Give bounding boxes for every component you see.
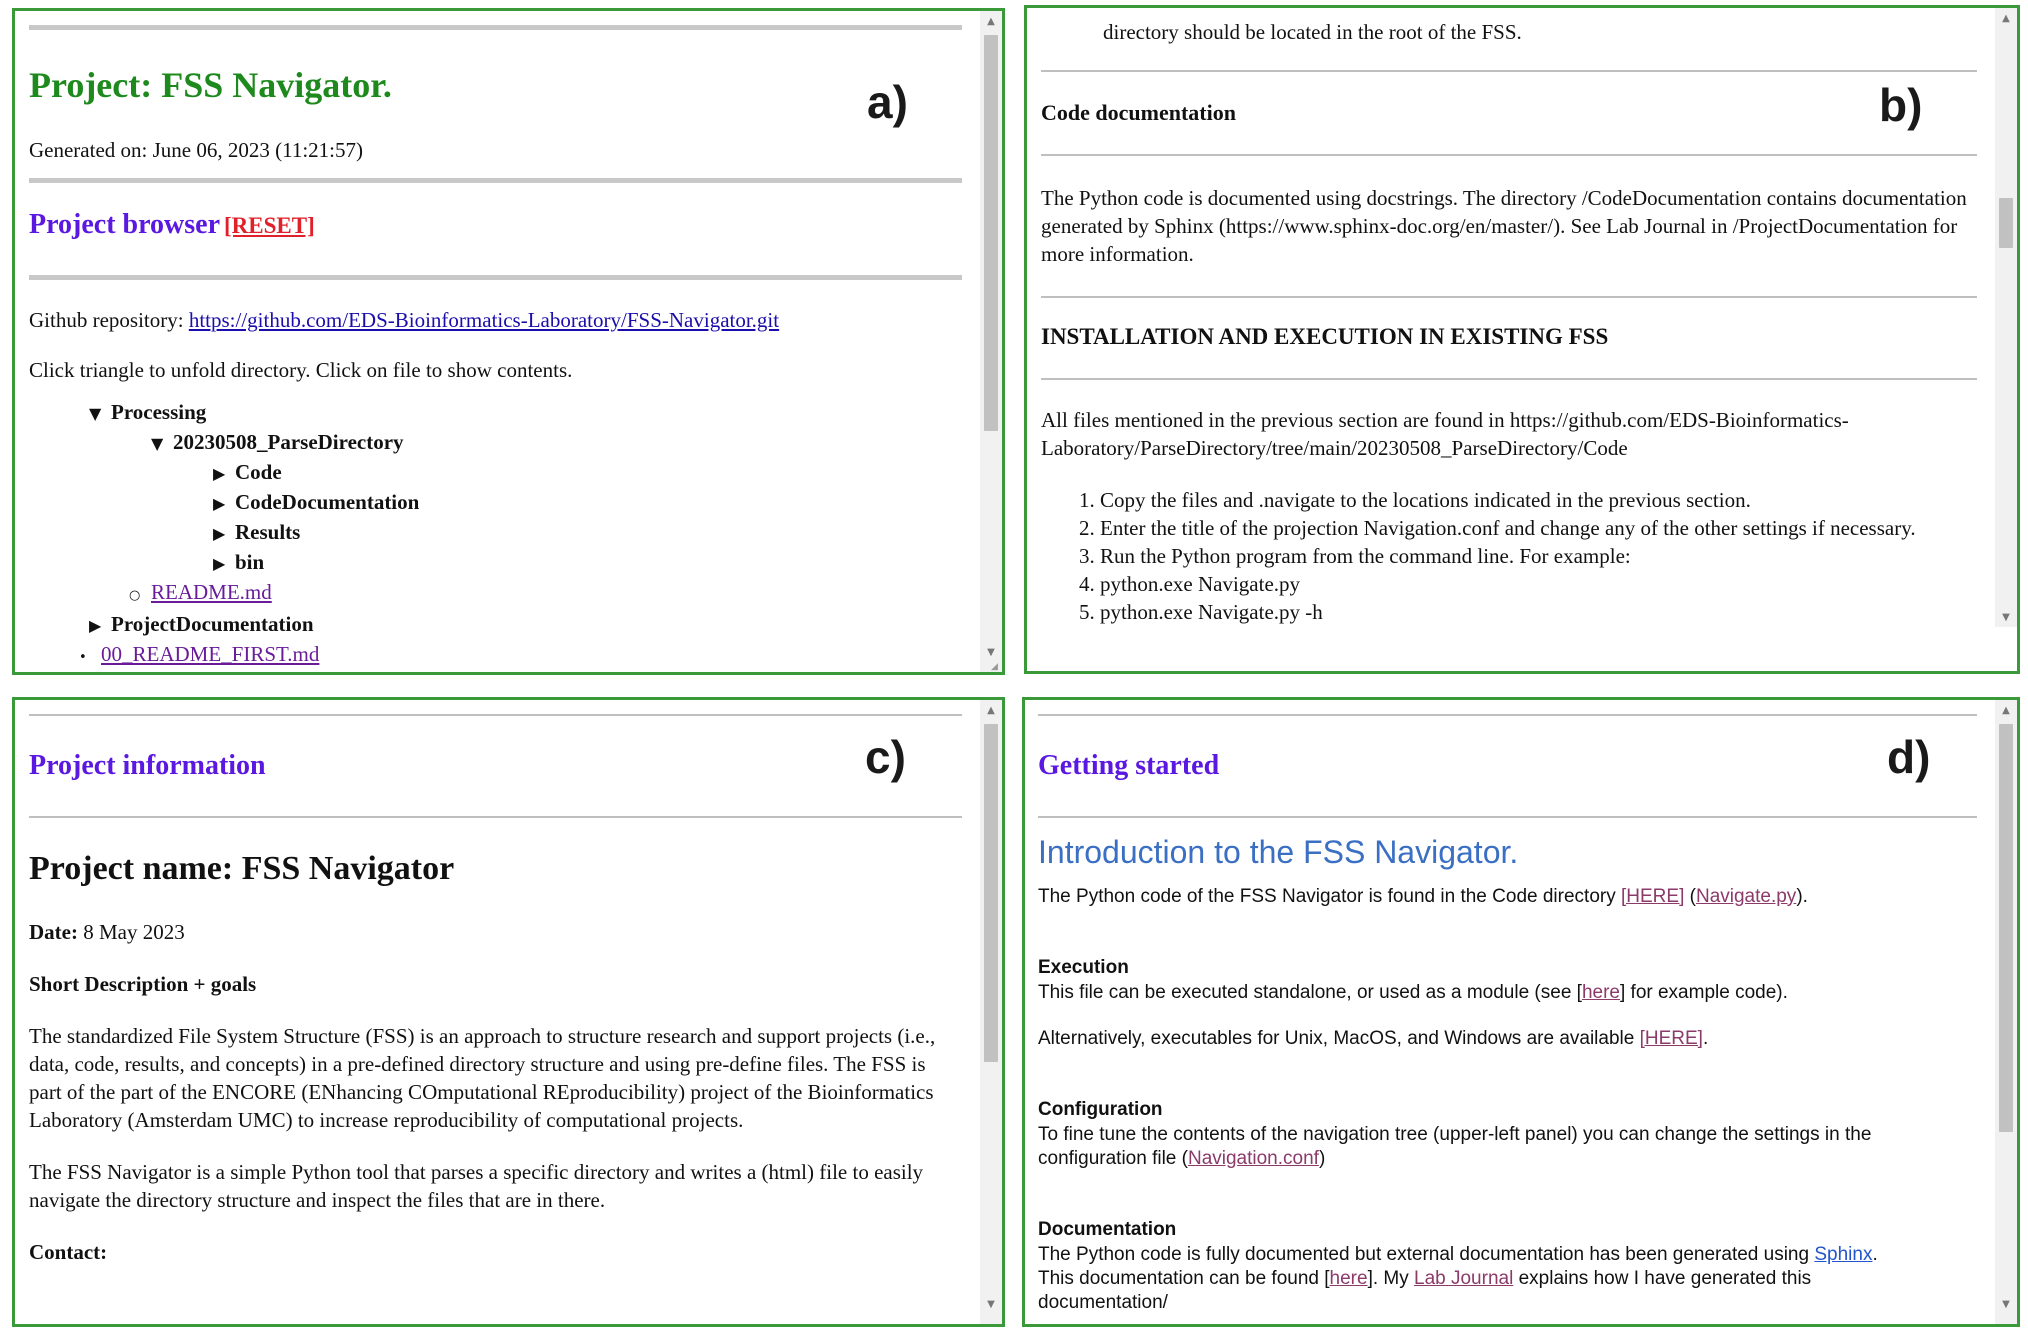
list-item: 1. Copy the files and .navigate to the locations indicated in the previous section. [1079,488,1751,512]
readme-first-link[interactable]: 00_README_FIRST.md [101,642,320,666]
install-heading: INSTALLATION AND EXECUTION IN EXISTING FSS [1041,324,1609,349]
divider [29,816,962,818]
tree-item-readme [29,578,962,610]
reset-link[interactable]: [RESET] [224,213,315,238]
execution-heading: Execution [1038,957,1129,978]
tree-item-results[interactable] [29,518,962,548]
scroll-up-icon[interactable]: ▲ [987,16,995,27]
panel-label-a: a) [867,76,908,128]
alternative-row: Alternatively, executables for Unix, MacOS, and Windows are available [HERE]. [1038,1028,1709,1049]
tree-label: bin [235,550,265,574]
triangle-down-icon[interactable]: ▼ [151,434,164,453]
scrollbar-thumb[interactable] [1999,198,2013,248]
github-link[interactable]: https://github.com/EDS-Bioinformatics-Laboratory/FSS-Navigator.git [188,308,780,332]
browser-heading-row [29,209,962,241]
tree-label: Code [235,460,282,484]
divider [29,25,962,30]
triangle-right-icon[interactable]: ▶ [213,554,226,573]
contact-heading: Contact: [29,1240,108,1264]
divider [29,178,962,183]
directory-tree [29,398,962,672]
resize-grip-icon[interactable]: ◢ [991,661,998,671]
triangle-right-icon[interactable]: ▶ [89,616,102,635]
code-doc-text: The Python code is documented using docstrings. The directory /CodeDocumentation contains documentation generated by Sphinx (https://www.sphinx-doc.org/en/master/). See Lab Journal in /ProjectDocumentation for more information. [1041,186,1967,266]
configuration-row: To fine tune the contents of the navigation tree (upper-left panel) you can change the settings in the configuration file (Navigation.conf) [1038,1124,1872,1169]
generated-date: Generated on: June 06, 2023 (11:21:57) [29,138,363,162]
date-value: 8 May 2023 [77,920,185,944]
here-link[interactable]: [HERE] [1621,886,1685,907]
scroll-up-icon[interactable]: ▲ [2002,705,2010,716]
project-title: Project: FSS Navigator. [29,65,392,105]
tree-label: ProjectDocumentation [111,612,314,636]
instruction-text: Click triangle to unfold directory. Click on file to show contents. [29,358,573,382]
navigation-conf-link[interactable]: Navigation.conf [1187,1148,1319,1169]
tree-item-project-documentation[interactable] [29,610,962,640]
tree-item-bin[interactable] [29,548,962,578]
tree-item-parse-directory[interactable] [29,428,962,458]
project-browser-heading: Project browser [29,209,220,240]
scrollbar[interactable] [1995,8,2017,627]
project-name: Project name: FSS Navigator [29,850,455,887]
here-link[interactable]: here [1581,982,1620,1003]
here-link[interactable]: [HERE] [1639,1028,1703,1049]
panel-label-c: c) [865,731,906,783]
triangle-down-icon[interactable]: ▼ [89,404,102,423]
tree-label: CodeDocumentation [235,490,420,514]
intro-text: The Python code of the FSS Navigator is found in the Code directory [1038,886,1621,907]
panel-b-content [1027,8,1995,671]
list-item: 4. python.exe Navigate.py [1079,572,1301,596]
lab-journal-link[interactable]: Lab Journal [1414,1268,1514,1289]
navigate-py-link[interactable]: Navigate.py [1695,886,1797,907]
tree-label: Results [235,520,301,544]
scroll-up-icon[interactable]: ▲ [987,705,995,716]
triangle-right-icon[interactable]: ▶ [213,494,226,513]
scroll-down-icon[interactable]: ▼ [2002,1299,2010,1310]
here-link[interactable]: here [1329,1268,1368,1289]
intro-title: Introduction to the FSS Navigator. [1038,834,1519,870]
tree-label: Processing [111,400,207,424]
panel-d [1022,697,2020,1327]
divider [1038,714,1977,716]
install-text: All files mentioned in the previous section are found in https://github.com/EDS-Bioinformatics-Laboratory/ParseDirectory/tree/main/20230508_ParseDirectory/Code [1041,408,1849,460]
panel-b [1024,5,2020,674]
date-label: Date: [29,920,78,944]
scrollbar[interactable] [980,700,1002,1324]
steps-list [1041,486,1977,626]
tree-item-readme-first [29,640,962,672]
sphinx-link[interactable]: Sphinx [1814,1244,1873,1265]
description-paragraph: The standardized File System Structure (FSS) is an approach to structure research and support projects (i.e., data, code, results, and concepts) in a pre-defined directory structure and using pre-define files. The FSS is part of the part of the ENCORE (ENhancing COmputational REproducibility) project of the Bioinformatics Laboratory (Amsterdam UMC) to increase reproducibility of computational projects. [29,1024,936,1132]
scrollbar-thumb[interactable] [984,35,998,431]
navigator-paragraph: The FSS Navigator is a simple Python tool that parses a specific directory and writes a (html) file to easily navigate the directory structure and inspect the files that are in there. [29,1160,924,1212]
divider [29,714,962,716]
tree-item-processing[interactable] [29,398,962,428]
getting-started-heading: Getting started [1038,750,1220,781]
panel-c-content [15,700,980,1324]
configuration-heading: Configuration [1038,1099,1163,1120]
bullet-circle-icon: ○ [129,588,141,603]
scroll-down-icon[interactable]: ▼ [2002,612,2010,623]
divider [1041,378,1977,380]
scrollbar[interactable] [1995,700,2017,1324]
divider [1041,296,1977,298]
panel-d-content [1025,700,1995,1324]
date-row [29,918,962,946]
execution-row: This file can be executed standalone, or used as a module (see [here] for example code). [1038,982,1788,1003]
short-description-heading: Short Description + goals [29,972,257,996]
scroll-down-icon[interactable]: ▼ [987,1299,995,1310]
top-text: directory should be located in the root of the FSS. [1103,20,1522,44]
readme-link[interactable]: README.md [151,580,272,604]
scroll-down-icon[interactable]: ▼ [987,647,995,658]
divider [1041,154,1977,156]
intro-row: The Python code of the FSS Navigator is found in the Code directory [HERE] (Navigate.py). [1038,886,1808,907]
divider [1041,70,1977,72]
panel-label-b: b) [1879,79,1923,131]
list-item: 3. Run the Python program from the command line. For example: [1079,544,1631,568]
documentation-row: The Python code is fully documented but external documentation has been generated using Sphinx. This documentation can be found [here]. My Lab Journal explains how I have generated this documentation/ [1038,1244,1878,1313]
triangle-right-icon[interactable]: ▶ [213,464,226,483]
tree-item-code-documentation[interactable] [29,488,962,518]
triangle-right-icon[interactable]: ▶ [213,524,226,543]
github-row [29,306,962,334]
github-label: Github repository: [29,308,189,332]
tree-label: 20230508_ParseDirectory [173,430,404,454]
divider [29,275,962,280]
panel-label-d: d) [1887,731,1931,783]
scroll-up-icon[interactable]: ▲ [2002,13,2010,24]
scrollbar-thumb[interactable] [1999,724,2013,1132]
list-item: 2. Enter the title of the projection Navigation.conf and change any of the other settings if necessary. [1079,516,1916,540]
list-item: 5. python.exe Navigate.py -h [1079,600,1323,624]
divider [1038,816,1977,818]
scrollbar[interactable] [980,11,1002,672]
documentation-heading: Documentation [1038,1219,1177,1240]
panel-a-content [15,11,980,672]
bullet-dot-icon: • [79,650,87,665]
panel-c [12,697,1005,1327]
tree-item-code[interactable] [29,458,962,488]
project-information-heading: Project information [29,750,266,781]
code-doc-heading: Code documentation [1041,100,1236,125]
panel-a [12,8,1005,675]
scrollbar-thumb[interactable] [984,724,998,1062]
